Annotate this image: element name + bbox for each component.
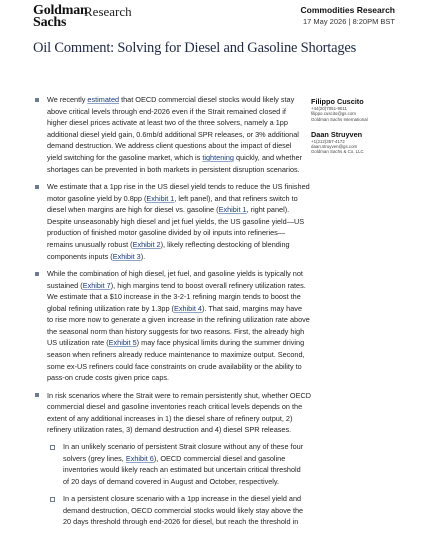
author-firm: Goldman Sachs International [311,116,368,122]
text-line: additional diesel yield gain, 0.6mb/d additional SPR releases, or 3% additional [47,129,299,139]
text-line: demand destruction. We address client questions about the impact of diesel [47,141,292,151]
bullet-paragraph [35,94,305,175]
author-phone: +1(212)357-4172 [311,138,345,144]
text-line: to rise more now to generate a given increase in the refining utilization rate above [47,315,310,325]
text-line: Despite unseasonably high diesel and jet fuel yields, the US gasoline yield—US [47,216,305,226]
bullet-paragraph [35,390,312,528]
text-line: commercial diesel and gasoline inventories reach critical levels depends on the [47,402,303,412]
goldman-sachs-logo [33,5,88,28]
exhibit-link[interactable]: Exhibit 3 [112,251,141,261]
text-line: season when refiners already reduce maintenance to maximize output. Second, [47,350,305,360]
text-line: 20 days threshold through end-2026 for diesel, but reach the threshold in [63,517,299,527]
text-line: shortages can be prevented in both markets in persistent disruption scenarios. [47,164,300,174]
page-title: Oil Comment: Solving for Diesel and Gasoline Shortages [33,40,357,56]
text-line: higher diesel prices activate at least two of the three solvers, namely a 1pp [47,118,288,128]
text-line: some ex-US refiners could face constraints on crude availability or the ability to [47,361,302,371]
text-line: yield switching for the gasoline market, which is tightening quickly, and whether [47,152,303,162]
author-block [311,130,421,155]
sub-bullet-list [47,441,305,528]
report-body [35,94,312,534]
text-line: US utilization rate (Exhibit 5) may face physical limits during the summer driving [47,338,305,348]
text-line: We recently estimated that OECD commercial diesel stocks would likely stay [47,95,295,104]
exhibit-link[interactable]: Exhibit 1 [146,193,175,203]
text-line: of 20 days of demand covered in August and October, respectively. [63,476,280,486]
text-line: inventories would likely reach an estimated but uncertain critical threshold [63,465,301,475]
exhibit-link[interactable]: Exhibit 1 [218,205,247,215]
exhibit-link[interactable]: Exhibit 2 [132,239,161,249]
text-line: refinery utilization rates, 3) demand destruction and 4) diesel SPR releases. [47,425,292,435]
text-line: remains unusually robust (Exhibit 2), likely reflecting destocking of blending [47,239,290,249]
exhibit-link[interactable]: tightening [202,152,234,162]
text-line: production of finished motor gasoline divided by oil inputs into refineries— [47,228,286,238]
logo-line-2: Sachs [33,14,67,30]
text-line: extent of any additional increases in 1) the diesel share of refinery output, 2) [47,413,293,423]
author-firm: Goldman Sachs & Co. LLC [311,149,364,155]
author-list [311,97,421,163]
exhibit-link[interactable]: Exhibit 7 [82,280,111,290]
text-line: motor gasoline yield by 0.8pp (Exhibit 1, left panel), and that refiners switch to [47,193,298,203]
report-date: 17 May 2026 | 8:20PM BST [303,17,395,26]
text-line: above critical levels through end-2026 even if the Strait remained closed if [47,106,286,116]
text-line: We estimate that a $10 increase in the 3-2-1 refining margin tends to boost the [47,292,301,302]
sub-bullet-paragraph [47,441,305,487]
author-email[interactable]: filippo.cuscito@gs.com [311,111,356,117]
text-line: pass-on crude costs given price caps. [47,373,170,383]
report-type: Commodities Research [300,5,395,15]
text-line: We estimate that a 1pp rise in the US diesel yield tends to reduce the US finished [47,181,310,191]
text-line: solvers (grey lines, Exhibit 6), OECD commercial diesel and gasoline [63,453,286,463]
sub-bullet-paragraph [47,493,305,528]
report-meta [301,5,395,27]
bullet-paragraph [35,181,310,262]
author-phone: +44(20)7051-9011 [311,106,347,111]
author-email[interactable]: daan.struyven@gs.com [311,144,358,150]
exhibit-link[interactable]: Exhibit 4 [173,303,202,313]
text-line: components inputs (Exhibit 3). [47,251,146,261]
author-block [311,97,421,122]
exhibit-link[interactable]: estimated [87,95,120,104]
text-line: global refining utilization rate by 1.3pp (Exhibit 4). That said, margins may have [47,303,303,313]
text-line: While the combination of high diesel, jet fuel, and gasoline yields is typically not [47,268,303,278]
author-name: Filippo Cuscito [311,97,364,106]
logo-line-1: Goldman [33,3,88,18]
author-name: Daan Struyven [311,129,363,139]
exhibit-link[interactable]: Exhibit 5 [108,338,137,348]
text-line: diesel when margins are high for diesel vs. gasoline (Exhibit 1, right panel). [47,205,290,215]
bullet-paragraph [35,268,310,384]
exhibit-link[interactable]: Exhibit 6 [125,453,154,463]
research-label: Research [84,4,132,19]
text-line: demand destruction, OECD commercial stocks would likely stay above the [63,505,304,515]
text-line: In risk scenarios where the Strait were to remain persistently shut, whether OECD [47,390,312,400]
bullet-list [35,94,312,528]
text-line: the seasonal norm than history suggests for two reasons. First, the already high [47,326,305,336]
text-line: In an unlikely scenario of persistent Strait closure without any of these four [63,442,304,452]
text-line: In a persistent closure scenario with a 1pp increase in the diesel yield and [63,494,302,504]
text-line: sustained (Exhibit 7), high margins tend to boost overall refinery utilization rates. [47,280,306,290]
